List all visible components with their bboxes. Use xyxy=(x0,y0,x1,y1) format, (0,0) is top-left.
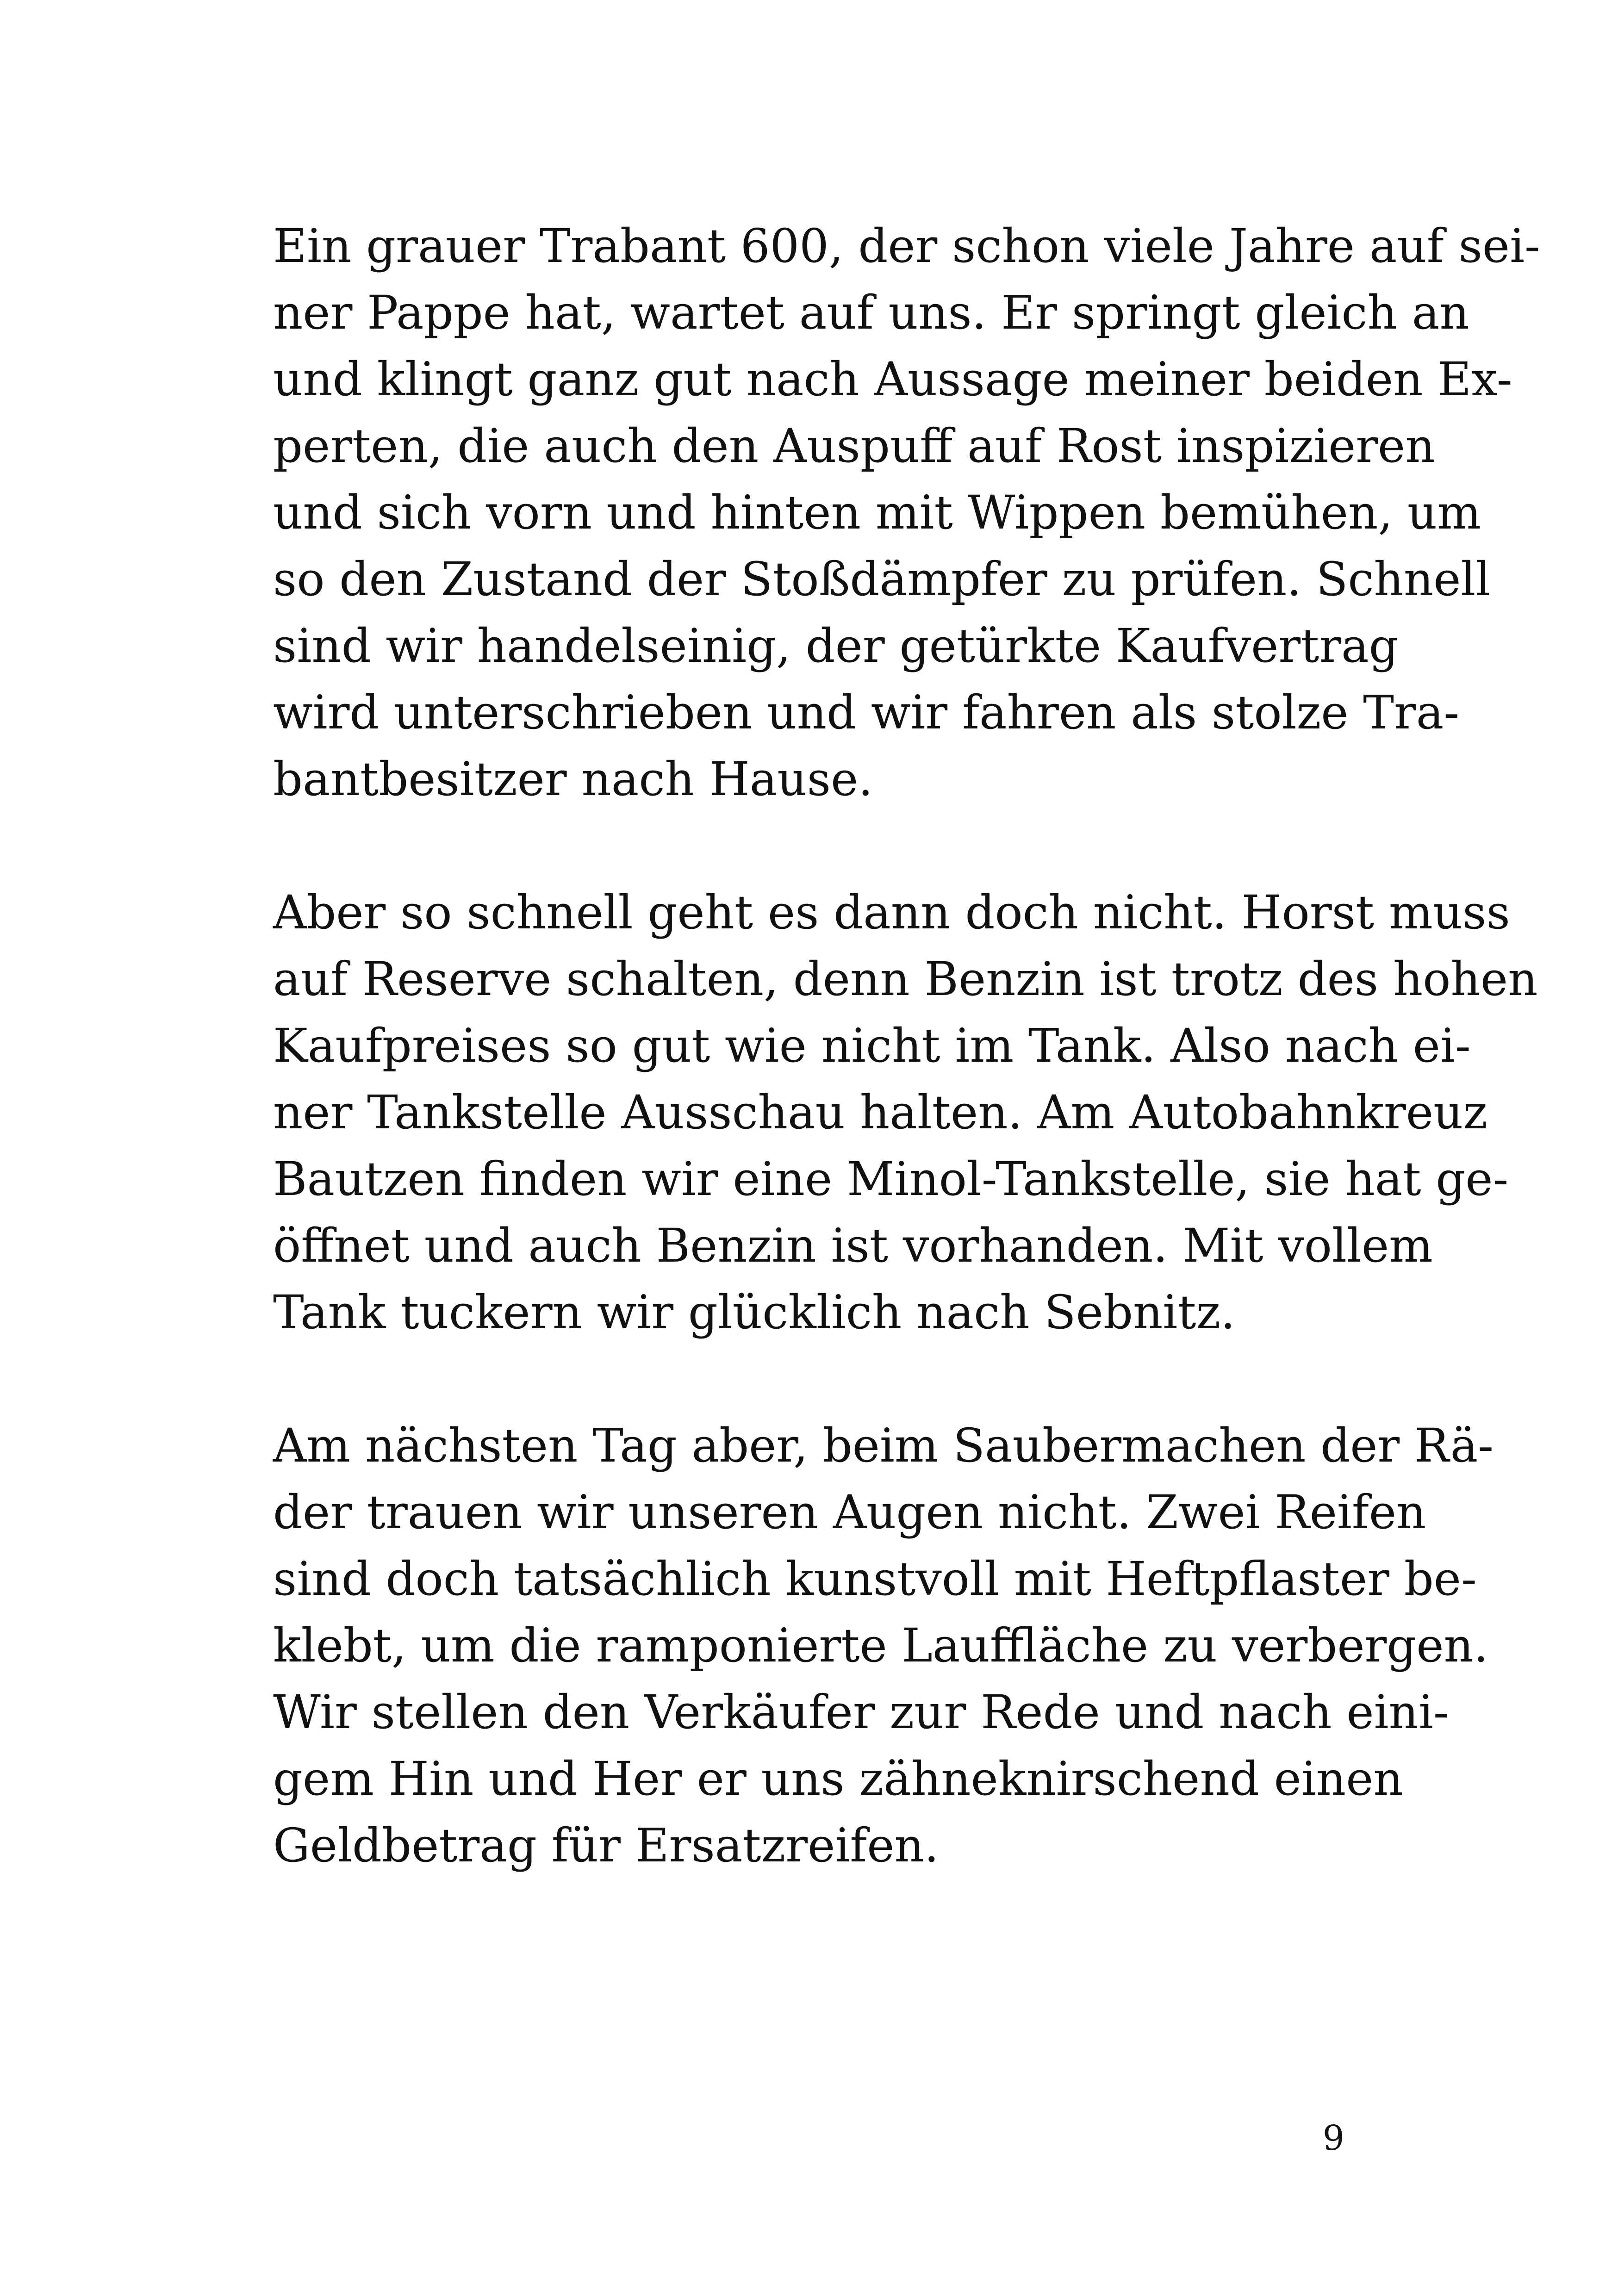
text-line: sind wir handelseinig, der getürkte Kaufvertrag xyxy=(273,619,1399,673)
text-line: Am nächsten Tag aber, beim Saubermachen der Rä- xyxy=(273,1419,1494,1473)
text-line: ner Pappe hat, wartet auf uns. Er springt gleich an xyxy=(273,286,1469,340)
text-line: Geldbetrag für Ersatzreifen. xyxy=(273,1818,939,1873)
text-line: Bautzen finden wir eine Minol-Tankstelle, sie hat ge- xyxy=(273,1152,1509,1206)
text-line: so den Zustand der Stoßdämpfer zu prüfen. Schnell xyxy=(273,552,1491,606)
text-line: und klingt ganz gut nach Aussage meiner beiden Ex- xyxy=(273,352,1512,406)
text-line: klebt, um die ramponierte Lauffläche zu verbergen. xyxy=(273,1618,1488,1673)
text-line: Wir stellen den Verkäufer zur Rede und nach eini- xyxy=(273,1685,1449,1739)
text-line: der trauen wir unseren Augen nicht. Zwei Reifen xyxy=(273,1485,1426,1539)
paragraph-spacer xyxy=(273,1346,1344,1412)
text-line: auf Reserve schalten, denn Benzin ist trotz des hohen xyxy=(273,952,1538,1006)
text-line: sind doch tatsächlich kunstvoll mit Heftpflaster be- xyxy=(273,1552,1477,1606)
text-line: Ein grauer Trabant 600, der schon viele Jahre auf sei- xyxy=(273,219,1540,273)
paragraph-1 xyxy=(273,213,1540,813)
paragraph-2 xyxy=(273,879,1538,1346)
text-line: gem Hin und Her er uns zähneknirschend einen xyxy=(273,1752,1403,1806)
text-line: öffnet und auch Benzin ist vorhanden. Mit vollem xyxy=(273,1219,1433,1273)
text-line: Kaufpreises so gut wie nicht im Tank. Also nach ei- xyxy=(273,1019,1471,1073)
body-text xyxy=(273,213,1540,1879)
text-line: und sich vorn und hinten mit Wippen bemühen, um xyxy=(273,485,1481,540)
text-line: ner Tankstelle Ausschau halten. Am Autobahnkreuz xyxy=(273,1085,1488,1139)
page-number: 9 xyxy=(1322,2118,1344,2158)
paragraph-3 xyxy=(273,1412,1494,1879)
paragraph-spacer xyxy=(273,813,1344,879)
text-line: bantbesitzer nach Hause. xyxy=(273,752,873,806)
text-line: wird unterschrieben und wir fahren als stolze Tra- xyxy=(273,685,1460,740)
text-line: perten, die auch den Auspuff auf Rost inspizieren xyxy=(273,419,1435,473)
text-line: Tank tuckern wir glücklich nach Sebnitz. xyxy=(273,1285,1236,1339)
text-line: Aber so schnell geht es dann doch nicht. Horst muss xyxy=(273,885,1510,940)
